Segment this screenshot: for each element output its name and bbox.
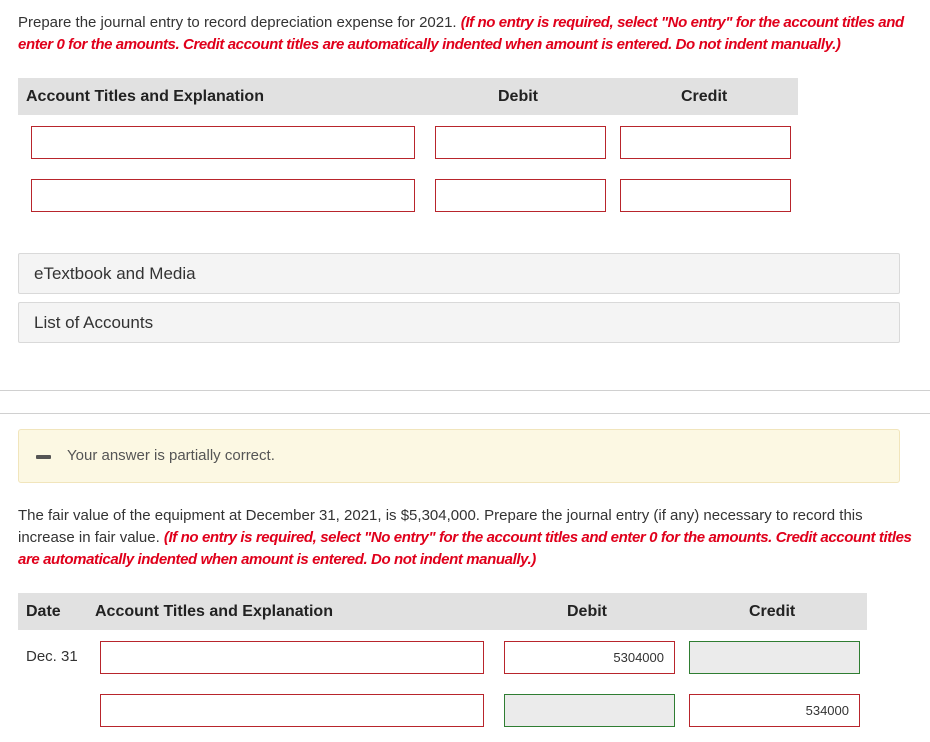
part2-col-debit: Debit xyxy=(567,603,607,620)
part2-row1-date: Dec. 31 xyxy=(26,648,78,665)
part1-instruction-note: (If no entry is required, select "No entry" for the account titles and enter 0 for the amounts. Credit account titles are automatically indented when amount is entered. Do not indent manually.) xyxy=(18,14,904,53)
part1-table-header xyxy=(18,78,798,115)
part2-col-account: Account Titles and Explanation xyxy=(95,603,333,620)
part2-instruction-text: The fair value of the equipment at December 31, 2021, is $5,304,000. Prepare the journal entry (if any) necessary to record this increase in fair value. xyxy=(18,507,863,546)
part1-row1-credit-input[interactable] xyxy=(620,126,791,159)
part1-row2-credit-input[interactable] xyxy=(620,179,791,212)
part1-col-account: Account Titles and Explanation xyxy=(26,88,264,105)
part1-instructions xyxy=(18,12,918,56)
list-of-accounts-button[interactable]: List of Accounts xyxy=(18,302,900,343)
part1-row2-account-input[interactable] xyxy=(31,179,415,212)
part1-row2-debit-input[interactable] xyxy=(435,179,606,212)
part1-col-debit: Debit xyxy=(498,88,538,105)
part1-col-credit: Credit xyxy=(681,88,728,105)
feedback-message: Your answer is partially correct. xyxy=(67,447,275,464)
part2-row2-account-input[interactable] xyxy=(100,694,484,727)
part1-row1-account-input[interactable] xyxy=(31,126,415,159)
part2-row1-debit-input[interactable] xyxy=(504,641,675,674)
part2-col-date: Date xyxy=(26,603,61,620)
section-divider-bottom xyxy=(0,413,930,414)
part2-row2-credit-input[interactable] xyxy=(689,694,860,727)
answer-feedback-banner xyxy=(18,429,900,483)
part2-row2-debit-input[interactable] xyxy=(504,694,675,727)
part2-row1-credit-input[interactable] xyxy=(689,641,860,674)
part1-instruction-text: Prepare the journal entry to record depreciation expense for 2021. xyxy=(18,14,457,31)
section-divider-top xyxy=(0,390,930,391)
part2-row1-account-input[interactable] xyxy=(100,641,484,674)
part2-col-credit: Credit xyxy=(749,603,796,620)
etextbook-media-button[interactable]: eTextbook and Media xyxy=(18,253,900,294)
part2-table-header xyxy=(18,593,867,630)
part1-row1-debit-input[interactable] xyxy=(435,126,606,159)
part2-instructions xyxy=(18,505,913,571)
part2-instruction-note: (If no entry is required, select "No entry" for the account titles and enter 0 for the amounts. Credit account titles are automatically indented when amount is entered. Do not indent manually.) xyxy=(18,529,912,568)
partial-indicator-icon xyxy=(36,455,51,459)
